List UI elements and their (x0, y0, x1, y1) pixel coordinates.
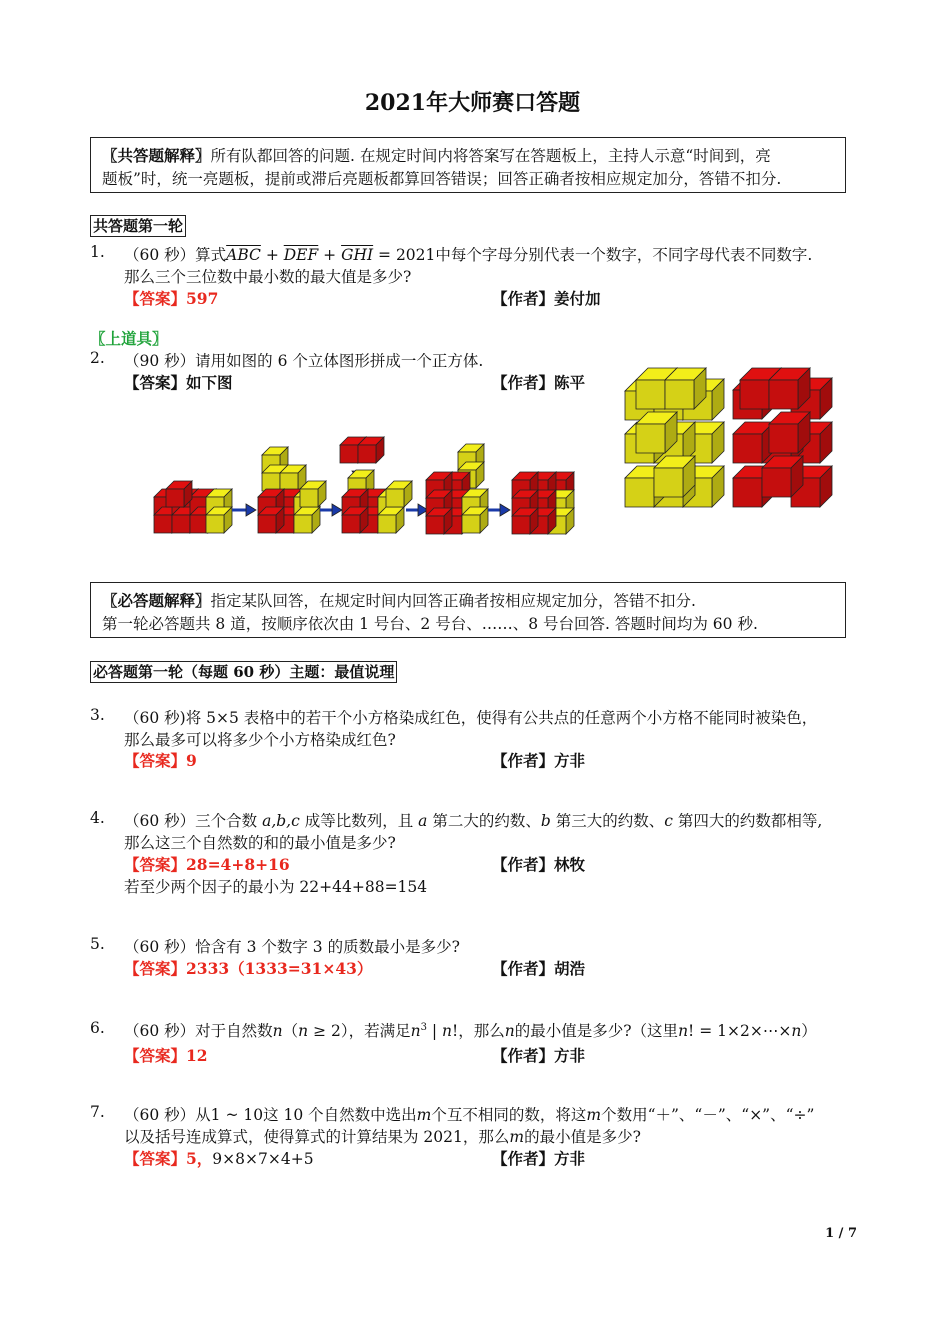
cube-front-face (733, 434, 762, 463)
cube-front-face (262, 473, 280, 491)
cube-front-face (636, 380, 665, 409)
q4-number: 4. (90, 809, 105, 827)
arrow-right-head (332, 504, 342, 516)
q5-line1: （60 秒）恰含有 3 个数字 3 的质数最小是多少? (124, 938, 460, 956)
q5-number: 5. (90, 935, 105, 953)
q2-number: 2. (90, 349, 105, 367)
cube-front-face (258, 515, 276, 533)
props-label: 〖上道具〗 (90, 329, 168, 348)
cube-front-face (625, 478, 654, 507)
cube-front-face (512, 516, 530, 534)
q7-author: 【作者】方非 (492, 1149, 586, 1168)
q1-number: 1. (90, 243, 105, 261)
cube-front-face (769, 424, 798, 453)
q3-line1: （60 秒)将 5×5 表格中的若干个小方格染成红色，使得有公共点的任意两个小方格不能同时被染色， (124, 709, 818, 727)
must-box-line2: 第一轮必答题共 8 道，按顺序依次由 1 号台、2 号台、……、8 号台回答. 答题时间均为 60 秒. (102, 615, 758, 633)
section-must-round1: 必答题第一轮（每题 60 秒）主题：最值说理 (90, 661, 397, 683)
q3-line2: 那么最多可以将多少个小方格染成红色? (124, 731, 396, 749)
q7-line2: 以及括号连成算式，使得算式的计算结果为 2021，那么m的最小值是多少? (124, 1128, 641, 1146)
cube-front-face (426, 516, 444, 534)
arrow-right-head (500, 504, 510, 516)
q3-answer: 【答案】9 (124, 751, 197, 770)
cube-front-face (166, 489, 184, 507)
q2-author: 【作者】陈平 (492, 373, 586, 392)
cube-front-face (154, 515, 172, 533)
cube-front-face (294, 515, 312, 533)
cube-front-face (386, 489, 404, 507)
must-box-line1: 指定某队回答，在规定时间内回答正确者按相应规定加分，答错不扣分. (210, 592, 696, 610)
cube-front-face (762, 468, 791, 497)
cube-front-face (190, 515, 208, 533)
cube-front-face (300, 489, 318, 507)
q1-line1: （60 秒）算式$\overline{ABC} + \overline{DEF} + \overline{GHI} = 2021$中每个字母分别代表一个数字，不同字母代表不同数字. (124, 246, 813, 264)
cube-front-face (172, 515, 190, 533)
cube-front-face (733, 478, 762, 507)
cube-front-face (665, 380, 694, 409)
q1-line2: 那么三个三位数中最小数的最大值是多少? (124, 268, 412, 286)
q2-answer: 【答案】如下图 (124, 373, 233, 392)
cube-front-face (378, 515, 396, 533)
cube-front-face (342, 515, 360, 533)
page-number: 1 / 7 (825, 1226, 857, 1241)
q1-author: 【作者】姜付加 (492, 289, 601, 308)
q7-answer: 【答案】5，9×8×7×4+5 (124, 1149, 314, 1168)
q4-answer: 【答案】28=4+8+16 (124, 855, 290, 874)
q5-author: 【作者】胡浩 (492, 959, 586, 978)
q3-author: 【作者】方非 (492, 751, 586, 770)
q7-number: 7. (90, 1103, 105, 1121)
cube-front-face (358, 445, 376, 463)
arrow-right-head (246, 504, 256, 516)
cube-front-face (769, 380, 798, 409)
q5-answer: 【答案】2333（1333=31×43） (124, 959, 373, 978)
q4-line2: 那么这三个自然数的和的最小值是多少? (124, 834, 396, 852)
cube-front-face (740, 380, 769, 409)
cube-front-face (340, 445, 358, 463)
section-common-round1: 共答题第一轮 (90, 215, 186, 237)
must-box-label: 〖必答题解释〗 (102, 591, 211, 610)
q4-note: 若至少两个因子的最小为 22+44+88=154 (124, 878, 428, 896)
q1-answer: 【答案】597 (124, 289, 219, 308)
q6-line1: （60 秒）对于自然数n（n ≥ 2），若满足$n^3$ | n!，那么n的最小值是多少?（这里n! = 1×2×⋯×n） (124, 1021, 817, 1040)
q6-answer: 【答案】12 (124, 1046, 208, 1065)
q2-line1: （90 秒）请用如图的 6 个立体图形拼成一个正方体. (124, 352, 484, 370)
cube-front-face (280, 473, 298, 491)
cube-front-face (654, 468, 683, 497)
cube-front-face (636, 424, 665, 453)
common-box-label: 〖共答题解释〗 (102, 146, 211, 165)
q4-author: 【作者】林牧 (492, 855, 586, 874)
cube-front-face (462, 515, 480, 533)
common-box-line2: 题板”时，统一亮题板，提前或滞后亮题板都算回答错误；回答正确者按相应规定加分，答错不扣分. (102, 170, 782, 188)
q6-number: 6. (90, 1019, 105, 1037)
common-box-line1: 所有队都回答的问题. 在规定时间内将答案写在答题板上，主持人示意“时间到，亮 (210, 147, 771, 165)
cube-front-face (206, 515, 224, 533)
page-title: 2021年大师赛口答题 (364, 90, 581, 116)
q7-line1: （60 秒）从1 ~ 10这 10 个自然数中选出m个互不相同的数，将这m个数用“＋”、“－”、“×”、“÷” (124, 1106, 815, 1124)
q3-number: 3. (90, 706, 105, 724)
q4-line1: （60 秒）三个合数 a,b,c 成等比数列，且 a 第二大的约数、b 第三大的约数、c 第四大的约数都相等, (124, 812, 823, 830)
q6-author: 【作者】方非 (492, 1046, 586, 1065)
